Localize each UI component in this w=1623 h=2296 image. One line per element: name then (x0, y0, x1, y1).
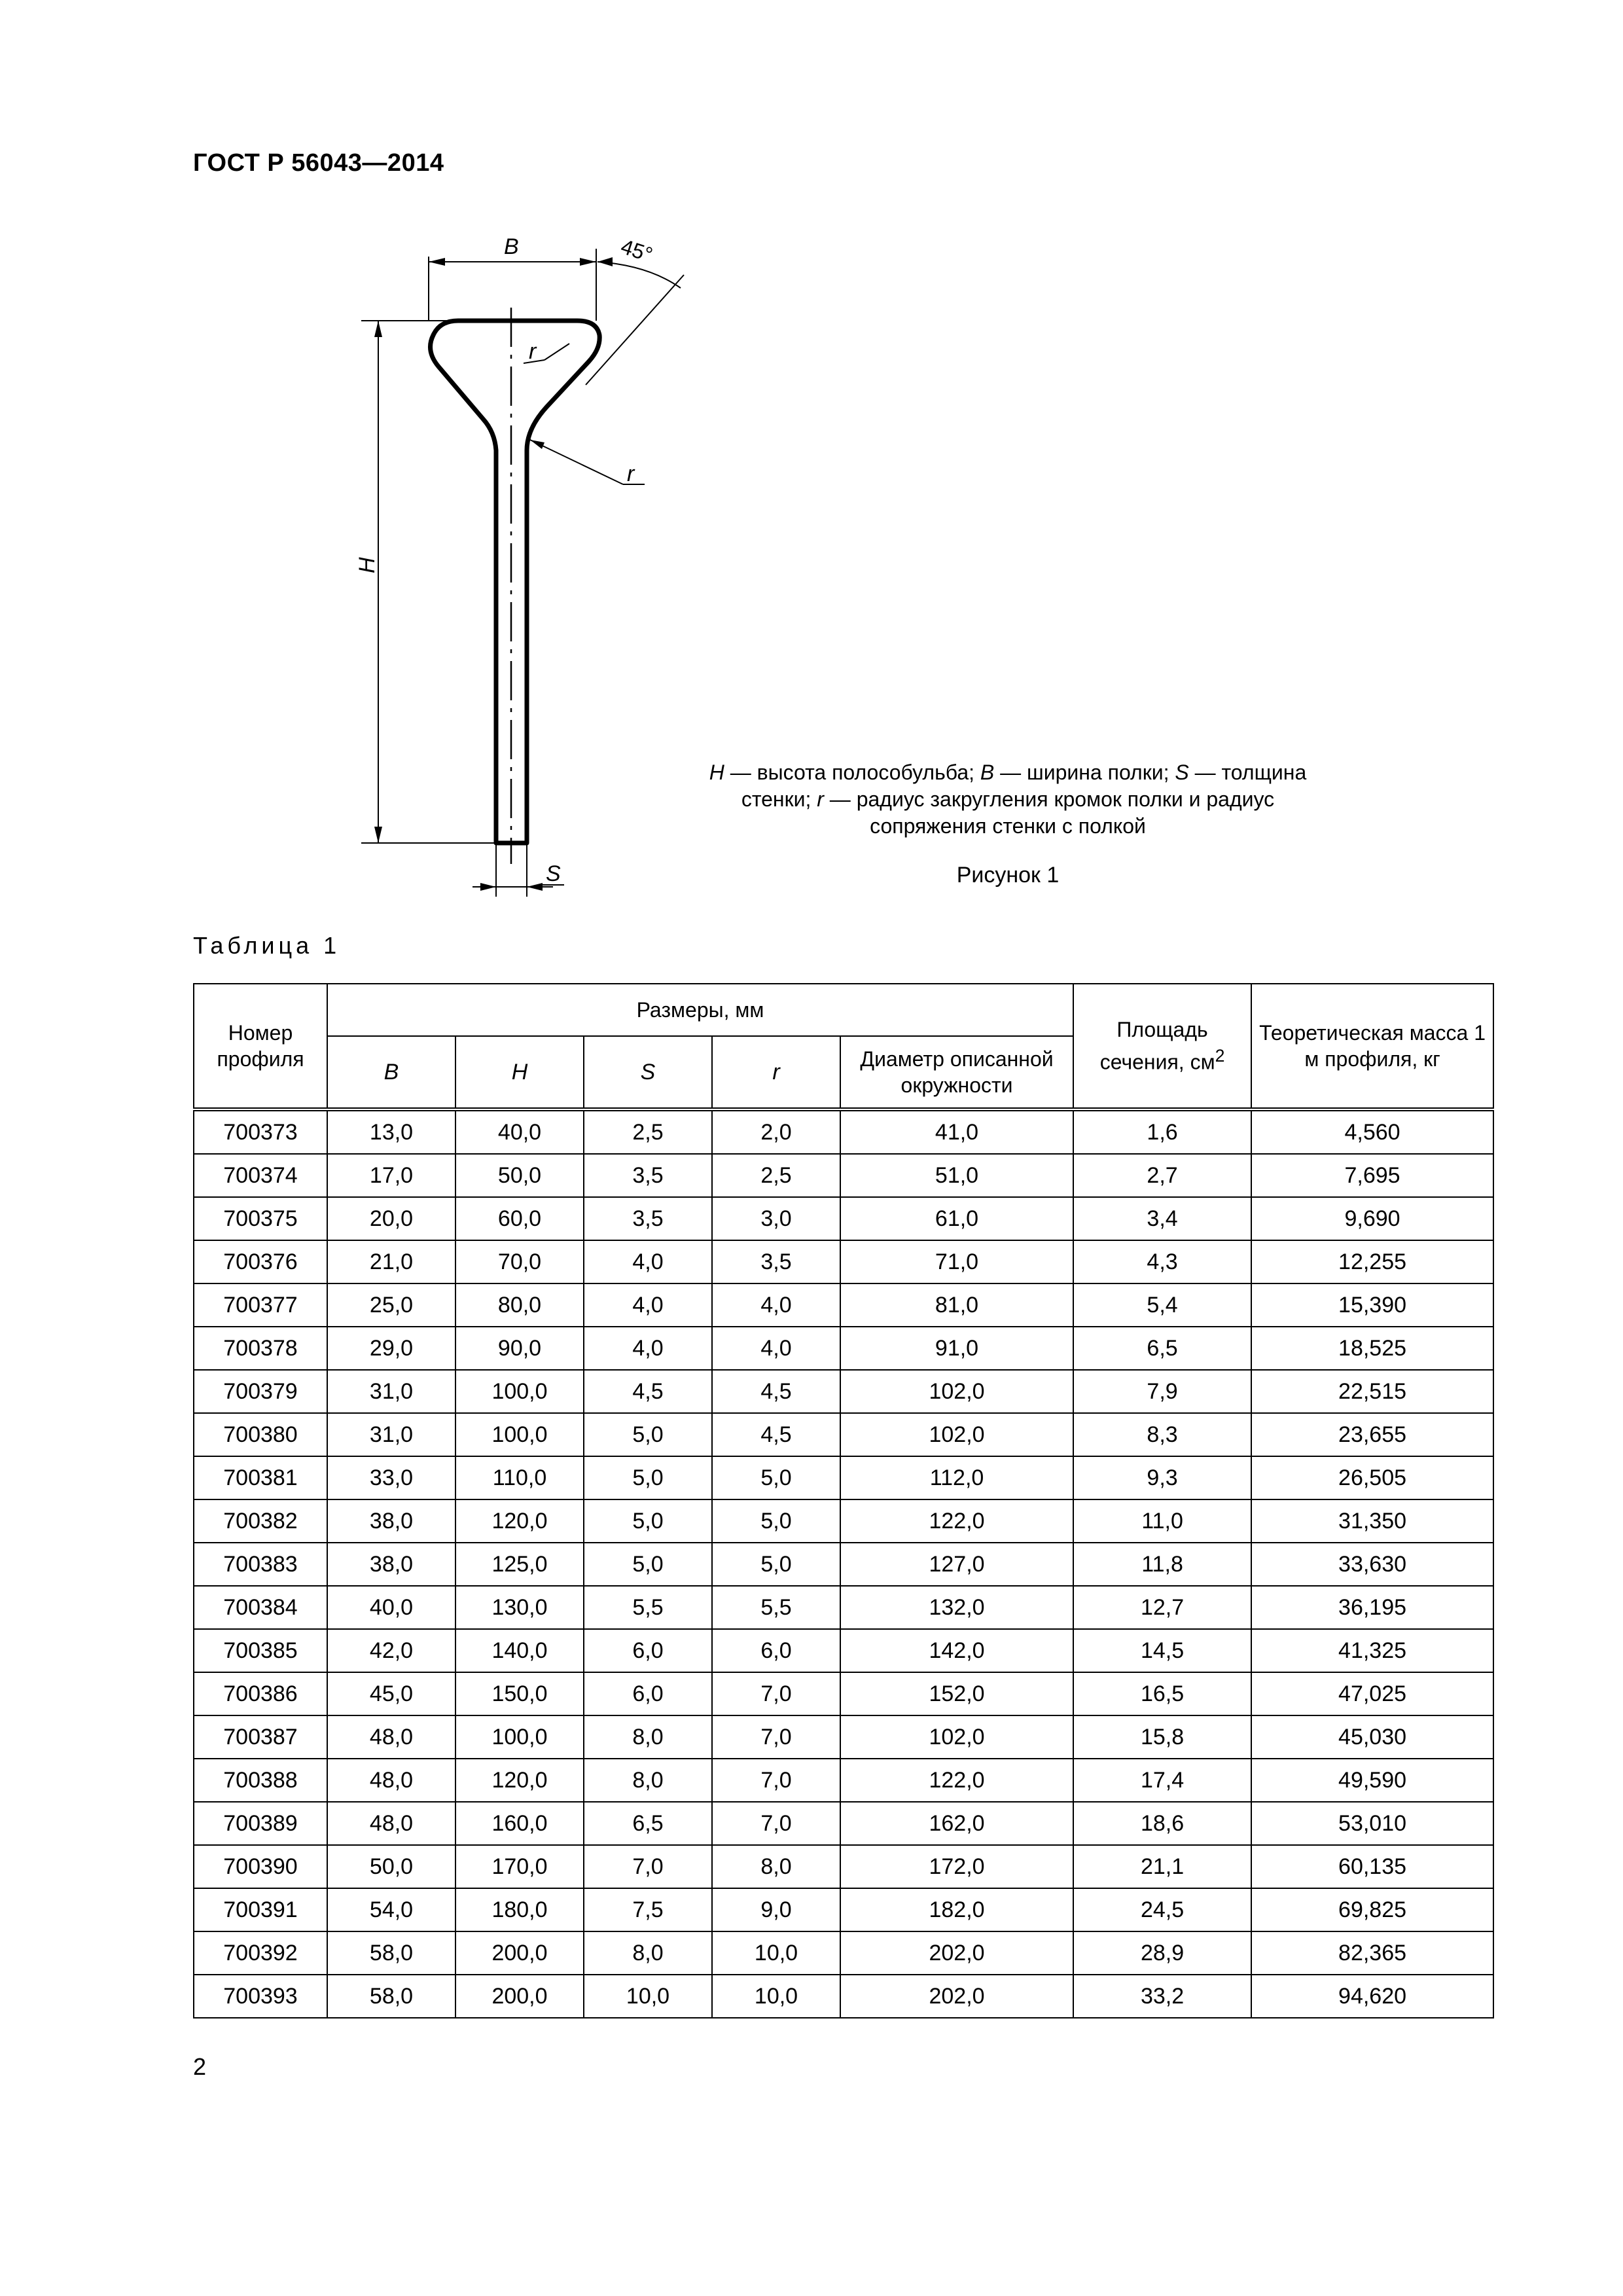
cell-r: 8,0 (712, 1845, 840, 1888)
header-h: H (455, 1036, 584, 1109)
table-row (194, 1197, 1493, 1240)
cell-r: 7,0 (712, 1759, 840, 1802)
table-body (194, 1109, 1493, 2018)
cell-mass: 26,505 (1251, 1456, 1493, 1499)
cell-h: 70,0 (455, 1240, 584, 1283)
cell-area: 9,3 (1073, 1456, 1251, 1499)
cell-area: 8,3 (1073, 1413, 1251, 1456)
cell-area: 5,4 (1073, 1283, 1251, 1327)
table-row (194, 1975, 1493, 2018)
cell-s: 10,0 (584, 1975, 712, 2018)
cell-diameter: 132,0 (840, 1586, 1073, 1629)
table-row (194, 1759, 1493, 1802)
cell-profile-no: 700386 (194, 1672, 327, 1715)
legend-h-symbol: H (709, 761, 724, 784)
cell-area: 1,6 (1073, 1109, 1251, 1154)
cell-profile-no: 700374 (194, 1154, 327, 1197)
cell-mass: 47,025 (1251, 1672, 1493, 1715)
cell-s: 8,0 (584, 1759, 712, 1802)
cell-r: 5,0 (712, 1543, 840, 1586)
cell-s: 5,0 (584, 1543, 712, 1586)
cell-mass: 22,515 (1251, 1370, 1493, 1413)
table-row (194, 1802, 1493, 1845)
cell-r: 5,5 (712, 1586, 840, 1629)
cell-mass: 12,255 (1251, 1240, 1493, 1283)
cell-profile-no: 700382 (194, 1499, 327, 1543)
cell-mass: 36,195 (1251, 1586, 1493, 1629)
cell-r: 10,0 (712, 1975, 840, 2018)
cell-s: 6,0 (584, 1672, 712, 1715)
cell-s: 4,0 (584, 1327, 712, 1370)
table-row (194, 1888, 1493, 1931)
cell-profile-no: 700378 (194, 1327, 327, 1370)
cell-s: 5,0 (584, 1413, 712, 1456)
cell-h: 120,0 (455, 1499, 584, 1543)
label-angle: 45° (618, 234, 656, 267)
cell-diameter: 61,0 (840, 1197, 1073, 1240)
cell-diameter: 152,0 (840, 1672, 1073, 1715)
table-row (194, 1283, 1493, 1327)
header-mass: Теоретическая масса 1 м профиля, кг (1251, 984, 1493, 1109)
table-row (194, 1672, 1493, 1715)
cell-r: 3,5 (712, 1240, 840, 1283)
cell-diameter: 102,0 (840, 1413, 1073, 1456)
cell-area: 3,4 (1073, 1197, 1251, 1240)
cell-diameter: 81,0 (840, 1283, 1073, 1327)
cell-h: 200,0 (455, 1931, 584, 1975)
figure-legend (681, 759, 1335, 840)
cell-h: 180,0 (455, 1888, 584, 1931)
cell-b: 54,0 (327, 1888, 455, 1931)
cell-area: 2,7 (1073, 1154, 1251, 1197)
cell-area: 12,7 (1073, 1586, 1251, 1629)
table-row (194, 1845, 1493, 1888)
header-area-text: Площадь сечения, см (1099, 1018, 1215, 1074)
header-s: S (584, 1036, 712, 1109)
header-area-sup: 2 (1215, 1046, 1225, 1066)
cell-s: 6,0 (584, 1629, 712, 1672)
cell-h: 200,0 (455, 1975, 584, 2018)
cell-diameter: 41,0 (840, 1109, 1073, 1154)
cell-b: 20,0 (327, 1197, 455, 1240)
cell-profile-no: 700390 (194, 1845, 327, 1888)
cell-r: 5,0 (712, 1499, 840, 1543)
document-header: ГОСТ Р 56043—2014 (193, 149, 444, 177)
cell-r: 7,0 (712, 1802, 840, 1845)
table-row (194, 1931, 1493, 1975)
table-row (194, 1715, 1493, 1759)
angle-arc (597, 262, 681, 288)
cell-profile-no: 700393 (194, 1975, 327, 2018)
cell-area: 18,6 (1073, 1802, 1251, 1845)
cell-mass: 69,825 (1251, 1888, 1493, 1931)
cell-b: 25,0 (327, 1283, 455, 1327)
table-row (194, 1499, 1493, 1543)
cell-diameter: 142,0 (840, 1629, 1073, 1672)
header-diameter: Диаметр описанной окружности (840, 1036, 1073, 1109)
cell-h: 120,0 (455, 1759, 584, 1802)
cell-area: 28,9 (1073, 1931, 1251, 1975)
profile-outline (431, 321, 600, 843)
cell-b: 31,0 (327, 1413, 455, 1456)
cell-s: 5,0 (584, 1456, 712, 1499)
cell-profile-no: 700385 (194, 1629, 327, 1672)
cell-mass: 4,560 (1251, 1109, 1493, 1154)
cell-mass: 7,695 (1251, 1154, 1493, 1197)
cell-mass: 49,590 (1251, 1759, 1493, 1802)
cell-h: 40,0 (455, 1109, 584, 1154)
r-top-leader (544, 344, 569, 360)
cell-b: 48,0 (327, 1802, 455, 1845)
cell-h: 110,0 (455, 1456, 584, 1499)
cell-mass: 33,630 (1251, 1543, 1493, 1586)
cell-b: 48,0 (327, 1759, 455, 1802)
legend-s-text: — толщина стенки; (741, 761, 1307, 811)
cell-r: 4,0 (712, 1283, 840, 1327)
cell-r: 7,0 (712, 1715, 840, 1759)
cell-r: 3,0 (712, 1197, 840, 1240)
cell-r: 4,0 (712, 1327, 840, 1370)
cell-b: 58,0 (327, 1931, 455, 1975)
cell-profile-no: 700373 (194, 1109, 327, 1154)
cell-s: 4,0 (584, 1283, 712, 1327)
cell-h: 100,0 (455, 1370, 584, 1413)
cell-profile-no: 700387 (194, 1715, 327, 1759)
profiles-table (193, 983, 1494, 2018)
page-number: 2 (193, 2053, 207, 2080)
legend-b-symbol: B (980, 761, 995, 784)
header-b: B (327, 1036, 455, 1109)
cell-diameter: 162,0 (840, 1802, 1073, 1845)
cell-area: 33,2 (1073, 1975, 1251, 2018)
cell-profile-no: 700391 (194, 1888, 327, 1931)
table-row (194, 1109, 1493, 1154)
cell-h: 130,0 (455, 1586, 584, 1629)
cell-mass: 15,390 (1251, 1283, 1493, 1327)
cell-h: 60,0 (455, 1197, 584, 1240)
cell-mass: 45,030 (1251, 1715, 1493, 1759)
cell-diameter: 102,0 (840, 1715, 1073, 1759)
cell-s: 4,0 (584, 1240, 712, 1283)
cell-b: 13,0 (327, 1109, 455, 1154)
cell-r: 7,0 (712, 1672, 840, 1715)
cell-b: 48,0 (327, 1715, 455, 1759)
cell-h: 50,0 (455, 1154, 584, 1197)
cell-diameter: 112,0 (840, 1456, 1073, 1499)
cell-area: 17,4 (1073, 1759, 1251, 1802)
cell-profile-no: 700383 (194, 1543, 327, 1586)
cell-s: 3,5 (584, 1197, 712, 1240)
cell-mass: 18,525 (1251, 1327, 1493, 1370)
cell-mass: 41,325 (1251, 1629, 1493, 1672)
cell-s: 7,0 (584, 1845, 712, 1888)
cell-r: 4,5 (712, 1413, 840, 1456)
cell-h: 160,0 (455, 1802, 584, 1845)
cell-profile-no: 700380 (194, 1413, 327, 1456)
legend-r-text: — радиус закругления кромок полки и радиус сопряжения стенки с полкой (823, 787, 1275, 838)
table-row (194, 1327, 1493, 1370)
cell-s: 5,0 (584, 1499, 712, 1543)
label-h: H (355, 557, 380, 573)
cell-mass: 23,655 (1251, 1413, 1493, 1456)
cell-diameter: 71,0 (840, 1240, 1073, 1283)
cell-diameter: 182,0 (840, 1888, 1073, 1931)
cell-b: 17,0 (327, 1154, 455, 1197)
cell-s: 8,0 (584, 1715, 712, 1759)
cell-r: 9,0 (712, 1888, 840, 1931)
table-row (194, 1154, 1493, 1197)
cell-profile-no: 700377 (194, 1283, 327, 1327)
cell-diameter: 51,0 (840, 1154, 1073, 1197)
cell-b: 45,0 (327, 1672, 455, 1715)
cell-mass: 31,350 (1251, 1499, 1493, 1543)
cell-area: 11,8 (1073, 1543, 1251, 1586)
table-row (194, 1240, 1493, 1283)
cell-s: 8,0 (584, 1931, 712, 1975)
cell-h: 100,0 (455, 1715, 584, 1759)
cell-profile-no: 700392 (194, 1931, 327, 1975)
header-profile-no: Номер профиля (194, 984, 327, 1109)
cell-diameter: 202,0 (840, 1975, 1073, 2018)
cell-b: 42,0 (327, 1629, 455, 1672)
cell-h: 140,0 (455, 1629, 584, 1672)
header-area (1073, 984, 1251, 1109)
cell-mass: 53,010 (1251, 1802, 1493, 1845)
label-r-bottom: r (627, 461, 635, 486)
table-row (194, 1543, 1493, 1586)
angle-extension-line (586, 275, 684, 385)
cell-h: 150,0 (455, 1672, 584, 1715)
cell-profile-no: 700381 (194, 1456, 327, 1499)
cell-b: 33,0 (327, 1456, 455, 1499)
legend-b-text: — ширина полки; (994, 761, 1175, 784)
cell-area: 7,9 (1073, 1370, 1251, 1413)
cell-profile-no: 700379 (194, 1370, 327, 1413)
legend-r-symbol: r (817, 787, 824, 811)
cell-s: 7,5 (584, 1888, 712, 1931)
legend-h-text: — высота полособульба; (724, 761, 980, 784)
cell-h: 80,0 (455, 1283, 584, 1327)
cell-area: 21,1 (1073, 1845, 1251, 1888)
label-r-top: r (529, 339, 537, 364)
table-row (194, 1586, 1493, 1629)
cell-area: 11,0 (1073, 1499, 1251, 1543)
cell-mass: 9,690 (1251, 1197, 1493, 1240)
table-row (194, 1456, 1493, 1499)
cell-h: 90,0 (455, 1327, 584, 1370)
label-s: S (546, 861, 561, 886)
cell-s: 4,5 (584, 1370, 712, 1413)
cell-b: 40,0 (327, 1586, 455, 1629)
cell-s: 3,5 (584, 1154, 712, 1197)
cell-h: 100,0 (455, 1413, 584, 1456)
cell-profile-no: 700389 (194, 1802, 327, 1845)
cell-h: 125,0 (455, 1543, 584, 1586)
cell-diameter: 122,0 (840, 1759, 1073, 1802)
cell-r: 6,0 (712, 1629, 840, 1672)
cell-area: 6,5 (1073, 1327, 1251, 1370)
cell-profile-no: 700388 (194, 1759, 327, 1802)
cell-s: 5,5 (584, 1586, 712, 1629)
cell-b: 38,0 (327, 1543, 455, 1586)
table-caption: Таблица 1 (193, 932, 341, 959)
cell-area: 16,5 (1073, 1672, 1251, 1715)
cell-diameter: 202,0 (840, 1931, 1073, 1975)
cell-profile-no: 700376 (194, 1240, 327, 1283)
label-b: B (504, 234, 519, 259)
cell-b: 38,0 (327, 1499, 455, 1543)
cell-area: 15,8 (1073, 1715, 1251, 1759)
cell-r: 10,0 (712, 1931, 840, 1975)
table-row (194, 1413, 1493, 1456)
cell-s: 2,5 (584, 1109, 712, 1154)
cell-mass: 82,365 (1251, 1931, 1493, 1975)
cell-mass: 94,620 (1251, 1975, 1493, 2018)
cell-diameter: 172,0 (840, 1845, 1073, 1888)
cell-r: 4,5 (712, 1370, 840, 1413)
cell-h: 170,0 (455, 1845, 584, 1888)
cell-b: 58,0 (327, 1975, 455, 2018)
figure-caption: Рисунок 1 (956, 863, 1060, 888)
table-row (194, 1629, 1493, 1672)
cell-b: 29,0 (327, 1327, 455, 1370)
header-r: r (712, 1036, 840, 1109)
cell-diameter: 122,0 (840, 1499, 1073, 1543)
header-dimensions: Размеры, мм (327, 984, 1073, 1036)
cell-b: 50,0 (327, 1845, 455, 1888)
cell-b: 21,0 (327, 1240, 455, 1283)
cell-area: 14,5 (1073, 1629, 1251, 1672)
cell-b: 31,0 (327, 1370, 455, 1413)
cell-r: 2,5 (712, 1154, 840, 1197)
table-row (194, 1370, 1493, 1413)
cell-r: 2,0 (712, 1109, 840, 1154)
legend-s-symbol: S (1175, 761, 1189, 784)
cell-profile-no: 700384 (194, 1586, 327, 1629)
cell-area: 4,3 (1073, 1240, 1251, 1283)
cell-r: 5,0 (712, 1456, 840, 1499)
cell-area: 24,5 (1073, 1888, 1251, 1931)
cell-profile-no: 700375 (194, 1197, 327, 1240)
cell-diameter: 91,0 (840, 1327, 1073, 1370)
cell-diameter: 102,0 (840, 1370, 1073, 1413)
cell-s: 6,5 (584, 1802, 712, 1845)
cell-mass: 60,135 (1251, 1845, 1493, 1888)
cell-diameter: 127,0 (840, 1543, 1073, 1586)
r-bottom-leader (530, 440, 623, 484)
